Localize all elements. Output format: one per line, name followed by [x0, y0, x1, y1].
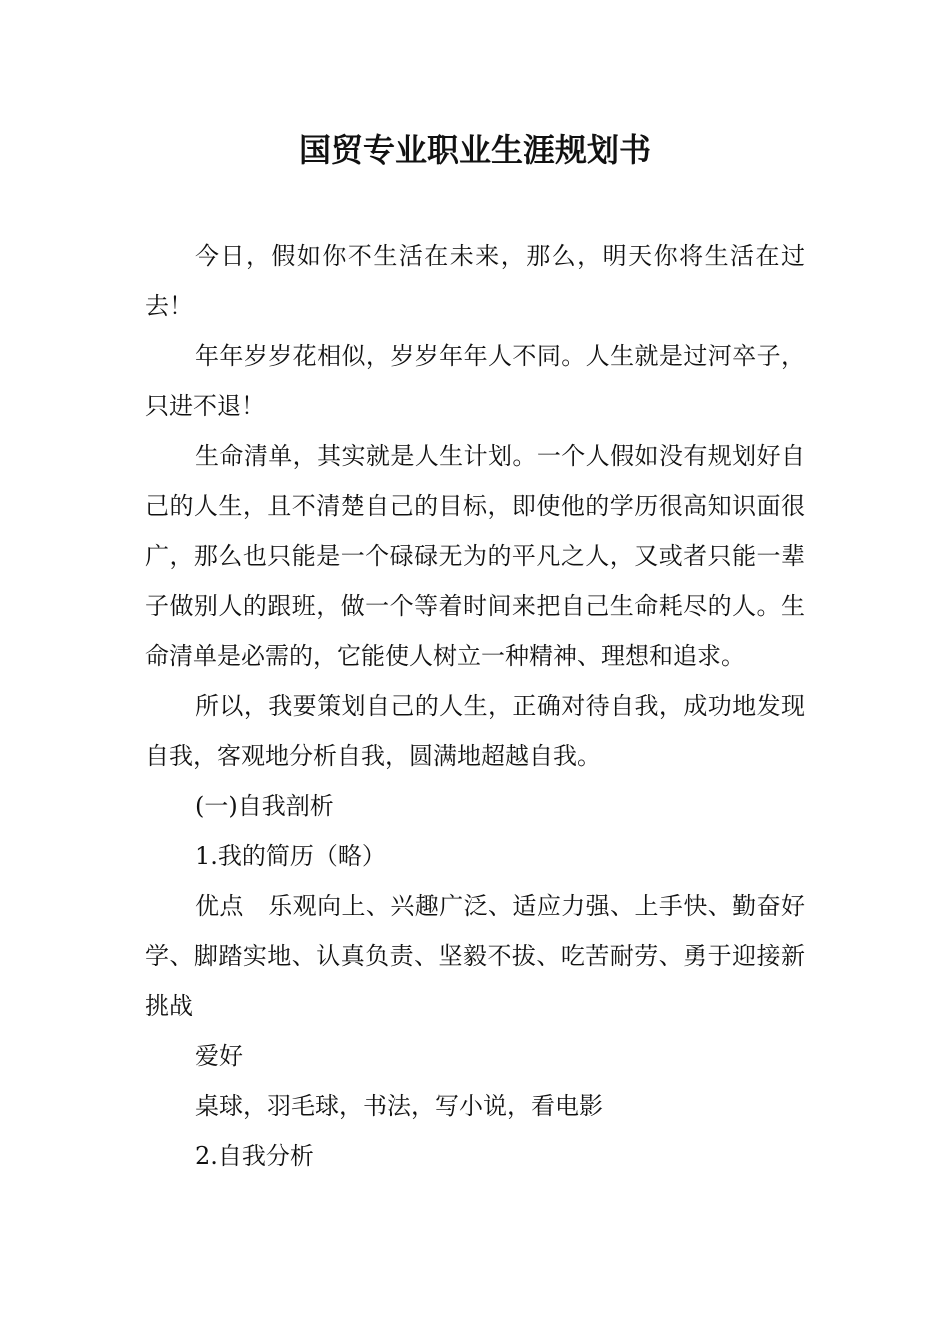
subheading-self-analysis: 2.自我分析	[195, 1142, 314, 1170]
paragraph-hobbies-list: 桌球，羽毛球，书法，写小说，看电影	[195, 1092, 603, 1120]
document-title: 国贸专业职业生涯规划书	[298, 131, 651, 169]
section-heading-self-analysis: (一)自我剖析	[195, 792, 334, 820]
paragraph-life-saying: 年年岁岁花相似，岁岁年年人不同。人生就是过河卒子，只进不退！	[145, 342, 805, 420]
label-hobbies: 爱好	[195, 1042, 243, 1070]
paragraph-life-list: 生命清单，其实就是人生计划。一个人假如没有规划好自己的人生，且不清楚自己的目标，即使他的学历很高知识面很广，那么也只能是一个碌碌无为的平凡之人，又或者只能一辈子做别人的跟班，做一个等着时间来把自己生命耗尽的人。生命清单是必需的，它能使人树立一种精神、理想和追求。	[145, 442, 805, 670]
document-body	[145, 231, 805, 1181]
paragraph-strengths: 优点 乐观向上、兴趣广泛、适应力强、上手快、勤奋好学、脚踏实地、认真负责、坚毅不拔、吃苦耐劳、勇于迎接新挑战	[145, 892, 805, 1020]
paragraph-intro-quote: 今日，假如你不生活在未来，那么，明天你将生活在过去！	[145, 242, 805, 320]
subheading-resume: 1.我的简历（略）	[195, 842, 386, 870]
paragraph-plan-intent: 所以，我要策划自己的人生，正确对待自我，成功地发现自我，客观地分析自我，圆满地超越自我。	[145, 692, 805, 770]
